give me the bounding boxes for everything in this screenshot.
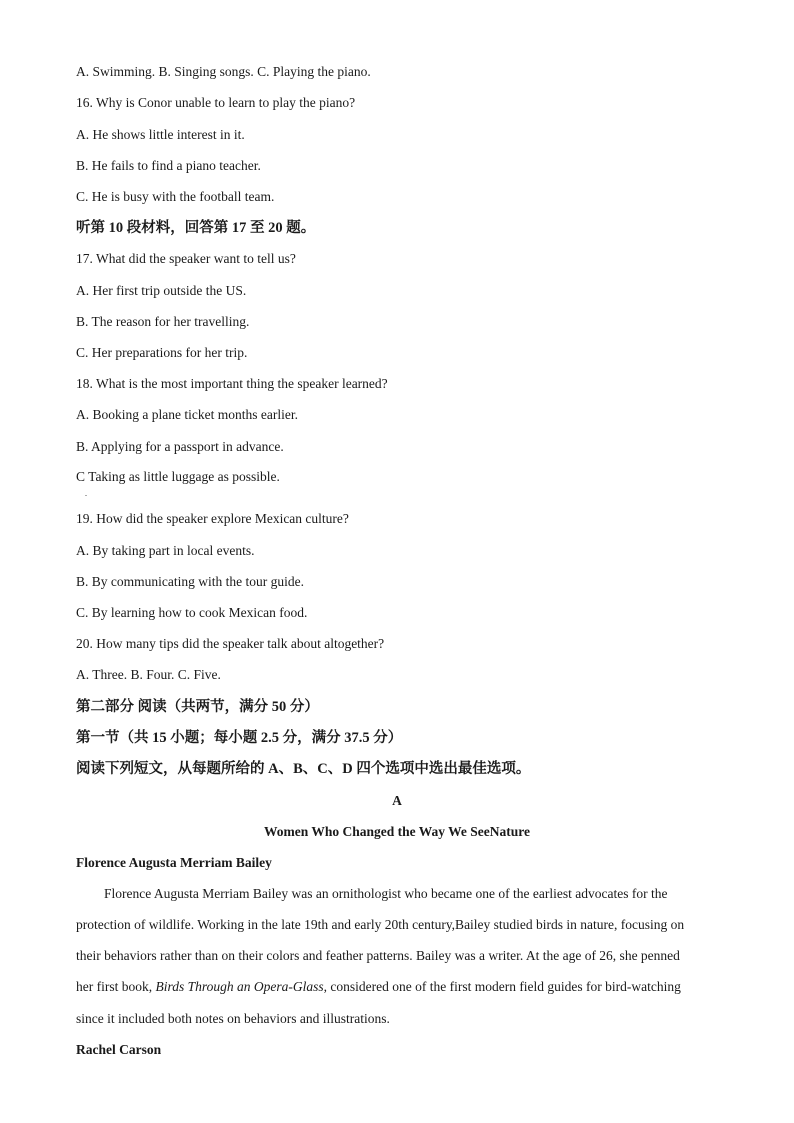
reading-section-heading: 第一节（共 15 小题；每小题 2.5 分，满分 37.5 分）	[76, 730, 403, 746]
q18-option-c: C Taking as little luggage as possible.	[76, 469, 280, 484]
subject1-line-3: their behaviors rather than on their colors and feather patterns. Bailey was a writer. At the age of 26, she penned	[76, 948, 680, 963]
q17-option-a: A. Her first trip outside the US.	[76, 283, 247, 298]
q16-question: 16. Why is Conor unable to learn to play the piano?	[76, 95, 356, 110]
q15-options: A. Swimming. B. Singing songs. C. Playing the piano.	[76, 64, 371, 79]
q18-option-b: B. Applying for a passport in advance.	[76, 439, 284, 454]
subject1-line-4	[76, 978, 726, 996]
subject1-line-2: protection of wildlife. Working in the late 19th and early 20th century,Bailey studied birds in nature, focusing on	[76, 917, 685, 932]
q19-option-c: C. By learning how to cook Mexican food.	[76, 605, 308, 620]
q19-option-b: B. By communicating with the tour guide.	[76, 574, 304, 589]
q16-option-b: B. He fails to find a piano teacher.	[76, 158, 261, 173]
subject1-line-5: since it included both notes on behaviors and illustrations.	[76, 1011, 390, 1026]
passage-title: Women Who Changed the Way We SeeNature	[263, 824, 531, 839]
q16-option-a: A. He shows little interest in it.	[76, 127, 245, 142]
q20-question: 20. How many tips did the speaker talk about altogether?	[76, 636, 385, 651]
q17-question: 17. What did the speaker want to tell us?	[76, 251, 296, 266]
q17-option-b: B. The reason for her travelling.	[76, 314, 250, 329]
q20-options: A. Three. B. Four. C. Five.	[76, 667, 221, 682]
passage-letter: A	[392, 793, 402, 808]
q17-option-c: C. Her preparations for her trip.	[76, 345, 248, 360]
q18-question: 18. What is the most important thing the speaker learned?	[76, 376, 388, 391]
subject2-name: Rachel Carson	[76, 1042, 162, 1057]
q18-option-a: A. Booking a plane ticket months earlier.	[76, 407, 298, 422]
subject1-name: Florence Augusta Merriam Bailey	[76, 855, 272, 870]
line4-prefix: her first book,	[76, 979, 156, 994]
subject1-line-1: Florence Augusta Merriam Bailey was an ornithologist who became one of the earliest advocates for the	[104, 886, 668, 901]
book-title: Birds Through an Opera-Glass	[155, 979, 324, 994]
q19-option-a: A. By taking part in local events.	[76, 543, 255, 558]
reading-instruction: 阅读下列短文，从每题所给的 A、B、C、D 四个选项中选出最佳选项。	[76, 761, 531, 777]
reading-part-heading: 第二部分 阅读（共两节，满分 50 分）	[76, 699, 319, 715]
q19-question: 19. How did the speaker explore Mexican culture?	[76, 511, 349, 526]
stray-mark: .	[85, 489, 87, 498]
line4-suffix: , considered one of the first modern field guides for bird-watching	[323, 979, 681, 994]
section10-heading: 听第 10 段材料，回答第 17 至 20 题。	[76, 220, 316, 236]
q16-option-c: C. He is busy with the football team.	[76, 189, 275, 204]
